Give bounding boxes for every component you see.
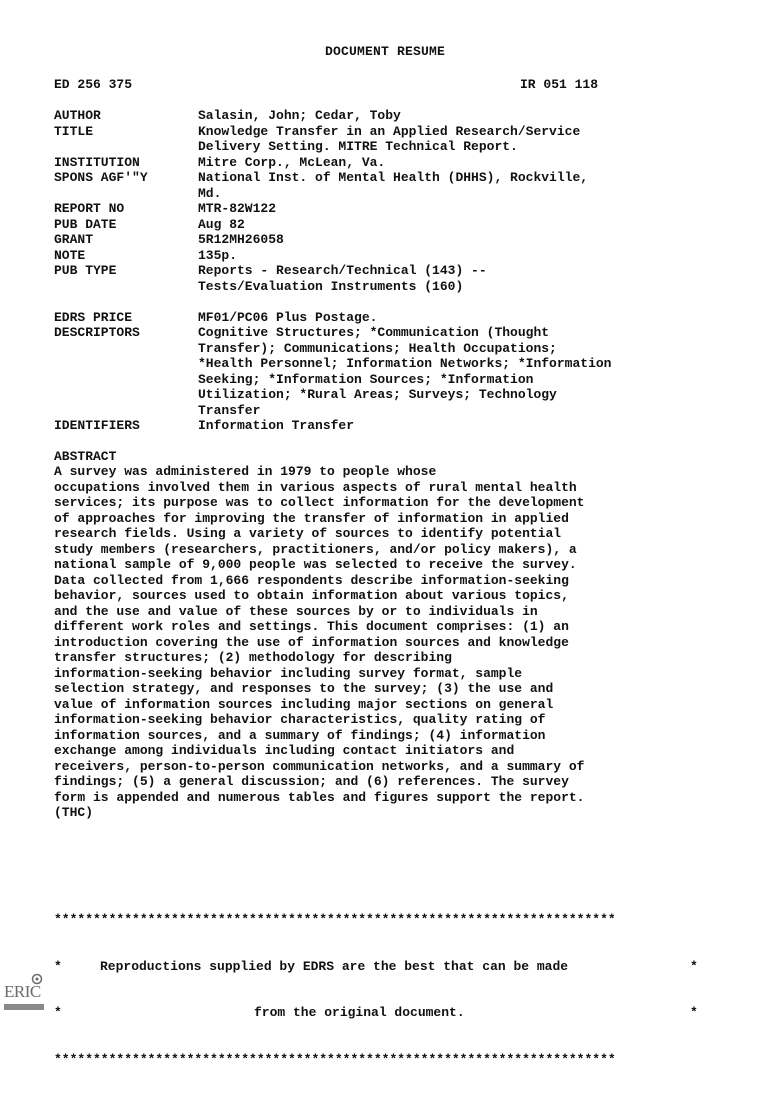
field-value: Aug 82 bbox=[198, 216, 245, 232]
ir-number: IR 051 118 bbox=[520, 77, 599, 92]
field-descriptors bbox=[54, 325, 734, 418]
star-border-top: ************************************************************************ bbox=[54, 912, 616, 927]
field-label: INSTITUTION bbox=[54, 154, 140, 170]
banner-edge-star: * bbox=[690, 1005, 698, 1020]
field-label: PUB TYPE bbox=[54, 263, 117, 278]
field-label: REPORT NO bbox=[54, 201, 125, 216]
field-title bbox=[54, 124, 734, 155]
field-institution bbox=[54, 155, 734, 171]
field-grant bbox=[54, 232, 734, 248]
banner-text-1: Reproductions supplied by EDRS are the best that can be made bbox=[100, 958, 569, 974]
field-value: MTR-82W122 bbox=[198, 201, 277, 216]
field-label: SPONS AGF'"Y bbox=[54, 170, 148, 185]
abstract-text: A survey was administered in 1979 to people whose occupations involved them in various aspects of rural mental health services; its purpose was to collect information for the development of approaches for improving the transfer of information in applied research fields. Using a variety of sources to identify potential study members (researchers, practitioners, and/or policy makers), a national sample of 9,000 people was selected to receive the survey. Data collected from 1,666 respondents describe information-seeking behavior, sources used to obtain information about various topics, and the use and value of these sources by or to individuals in different work roles and settings. This document comprises: (1) an introduction covering the use of information sources and knowledge transfer structures; (2) methodology for describing information-seeking behavior including survey format, sample selection strategy, and responses to the survey; (3) the use and value of information sources including major sections on general information-seeking behavior characteristics, quality rating of information sources, and a summary of findings; (4) information exchange among individuals including contact initiators and receivers, person-to-person communication networks, and a summary of findings; (5) a general discussion; and (6) references. The survey form is appended and numerous tables and figures support the report. (THC) bbox=[54, 464, 585, 820]
field-value: Cognitive Structures; *Communication (Thought Transfer); Communications; Health Occupations; *Health Personnel; Information Networks; *Information Seeking; *Information Sources; *Information Utilization; *Rural Areas; Surveys; Technology Transfer bbox=[198, 325, 612, 418]
reproduction-banner bbox=[54, 881, 704, 1098]
field-value: Information Transfer bbox=[198, 418, 355, 433]
field-value: MF01/PC06 Plus Postage. bbox=[198, 309, 378, 325]
banner-edge-star: * bbox=[54, 1005, 62, 1020]
banner-edge-star: * bbox=[54, 958, 62, 974]
metadata-fields bbox=[54, 108, 734, 434]
field-label: GRANT bbox=[54, 232, 94, 247]
field-value: 5R12MH26058 bbox=[198, 232, 284, 247]
banner-edge-star: * bbox=[690, 958, 698, 974]
ed-number: ED 256 375 bbox=[54, 77, 133, 92]
eric-logo-text: ERIC bbox=[4, 982, 41, 1001]
field-label: PUB DATE bbox=[54, 216, 117, 232]
field-label: AUTHOR bbox=[54, 108, 101, 123]
banner-line-2 bbox=[54, 1005, 704, 1021]
field-value: National Inst. of Mental Health (DHHS), Rockville, Md. bbox=[198, 170, 589, 201]
field-value: Salasin, John; Cedar, Toby bbox=[198, 108, 401, 123]
banner-text-2: from the original document. bbox=[254, 1005, 465, 1020]
document-title: DOCUMENT RESUME bbox=[324, 44, 446, 59]
field-identifiers bbox=[54, 418, 734, 434]
field-label: EDRS PRICE bbox=[54, 309, 133, 325]
field-report-no bbox=[54, 201, 734, 217]
field-value: 135p. bbox=[198, 247, 238, 263]
field-label: DESCRIPTORS bbox=[54, 325, 140, 340]
field-value: Mitre Corp., McLean, Va. bbox=[198, 154, 386, 170]
field-author bbox=[54, 108, 734, 124]
field-spons-agency bbox=[54, 170, 734, 201]
field-label: TITLE bbox=[54, 123, 94, 139]
star-border-bottom: ************************************************************************ bbox=[54, 1051, 616, 1067]
field-note bbox=[54, 248, 734, 264]
field-edrs-price bbox=[54, 310, 734, 326]
field-pub-type bbox=[54, 263, 734, 294]
field-value: Knowledge Transfer in an Applied Research/Service Delivery Setting. MITRE Technical Report. bbox=[198, 123, 581, 154]
field-label: NOTE bbox=[54, 247, 86, 263]
field-label: IDENTIFIERS bbox=[54, 418, 140, 433]
field-pub-date bbox=[54, 217, 734, 233]
field-value: Reports - Research/Technical (143) -- Tests/Evaluation Instruments (160) bbox=[198, 263, 487, 294]
abstract-label: ABSTRACT bbox=[54, 449, 117, 464]
banner-line-1 bbox=[54, 959, 704, 975]
